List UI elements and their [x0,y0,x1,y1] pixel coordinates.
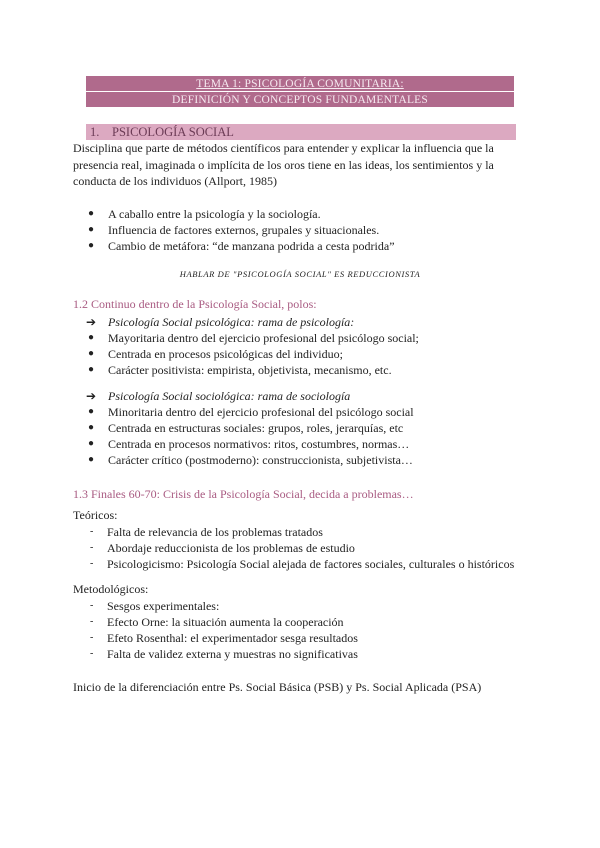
metodologicos-label: Metodológicos: [73,582,149,596]
bullet-icon: ● [88,422,95,433]
dash-icon: - [90,648,94,659]
bullet-icon: ● [88,332,95,343]
section-1-2-heading: 1.2 Continuo dentro de la Psicología Social, polos: [73,297,317,311]
bullet-icon: ● [88,348,95,359]
definition-paragraph: Disciplina que parte de métodos científicos para entender y explicar la influencia que la presencia real, imaginada o implícita de los oros tiene en las ideas, los sentimientos y la conducta de los individuos (Allport, 1985) [73,141,494,188]
bullet-icon: ● [88,438,95,449]
dash-icon: - [90,632,94,643]
document-page: TEMA 1: PSICOLOGÍA COMUNITARIA: DEFINICIÓN Y CONCEPTOS FUNDAMENTALES 1. PSICOLOGÍA SOCIAL Disciplina que parte de métodos científicos para entender y explicar la influencia que la presencia real, imaginada o implícita de los oros tiene en las ideas, los sentimientos y la conducta de los individuos (Allport, 1985) ● A caballo entre la psicología y la sociología. ● Influencia de factores externos, grupales y situacionales. ● Cambio de metáfora: “de manzana podrida a cesta podrida” HABLAR DE "PSICOLOGÍA SOCIAL" ES REDUCCIONISTA 1.2 Continuo dentro de la Psicología Social, polos: ➔ Psicología Social psicológica: rama de psicología: ● Mayoritaria dentro del ejercicio profesional del psicólogo social; ● Centrada en procesos psicológicas del individuo; ● Carácter positivista: empirista, objetivista, mecanismo, etc. ➔ Psicología Social sociológica: rama de sociología ● Minoritaria dentro del ejercicio profesional del psicólogo social ● Centrada en estructuras sociales: grupos, roles, jerarquías, etc ● Centrada en procesos normativos: ritos, costumbres, normas… ● Carácter crítico (postmoderno): construccionista, subjetivista… 1.3 Finales 60-70: Crisis de la Psicología Social, decida a problemas… Teóricos: - Falta de relevancia de los problemas tratados - Abordaje reduccionista de los problemas de estudio - Psicologicismo: Psicología Social alejada de factores sociales, culturales o históricos Metodológicos: - Sesgos experimentales: - Efecto Orne: la situación aumenta la cooperación - Efeto Rosenthal: el experimentador sesga resultados - Falta de validez externa y muestras no significativas Inicio de la diferenciación entre Ps. Social Básica (PSB) y Ps. Social Aplicada (PSA) [0,0,600,848]
section-number: 1. [90,124,100,139]
section-1-heading [86,124,516,140]
dash-icon: - [90,558,94,569]
reductionism-note: HABLAR DE "PSICOLOGÍA SOCIAL" ES REDUCCIONISTA [179,269,421,279]
bullet-icon: ● [88,454,95,465]
dash-icon: - [90,526,94,537]
teoricos-label: Teóricos: [73,508,118,522]
bullet-icon: ● [88,240,95,251]
section-title: PSICOLOGÍA SOCIAL [112,124,234,139]
bullet-icon: ● [88,364,95,375]
dash-icon: - [90,542,94,553]
dash-icon: - [90,616,94,627]
bullet-icon: ● [88,208,95,219]
document-title-line-1: TEMA 1: PSICOLOGÍA COMUNITARIA: [86,76,514,91]
bullet-icon: ● [88,406,95,417]
arrow-right-icon: ➔ [86,389,97,403]
bullet-icon: ● [88,224,95,235]
closing-sentence: Inicio de la diferenciación entre Ps. Social Básica (PSB) y Ps. Social Aplicada (PSA) [73,680,482,694]
arrow-right-icon: ➔ [86,315,97,329]
document-title-line-2: DEFINICIÓN Y CONCEPTOS FUNDAMENTALES [86,92,514,107]
section-1-3-heading: 1.3 Finales 60-70: Crisis de la Psicología Social, decida a problemas… [73,487,414,501]
dash-icon: - [90,600,94,611]
